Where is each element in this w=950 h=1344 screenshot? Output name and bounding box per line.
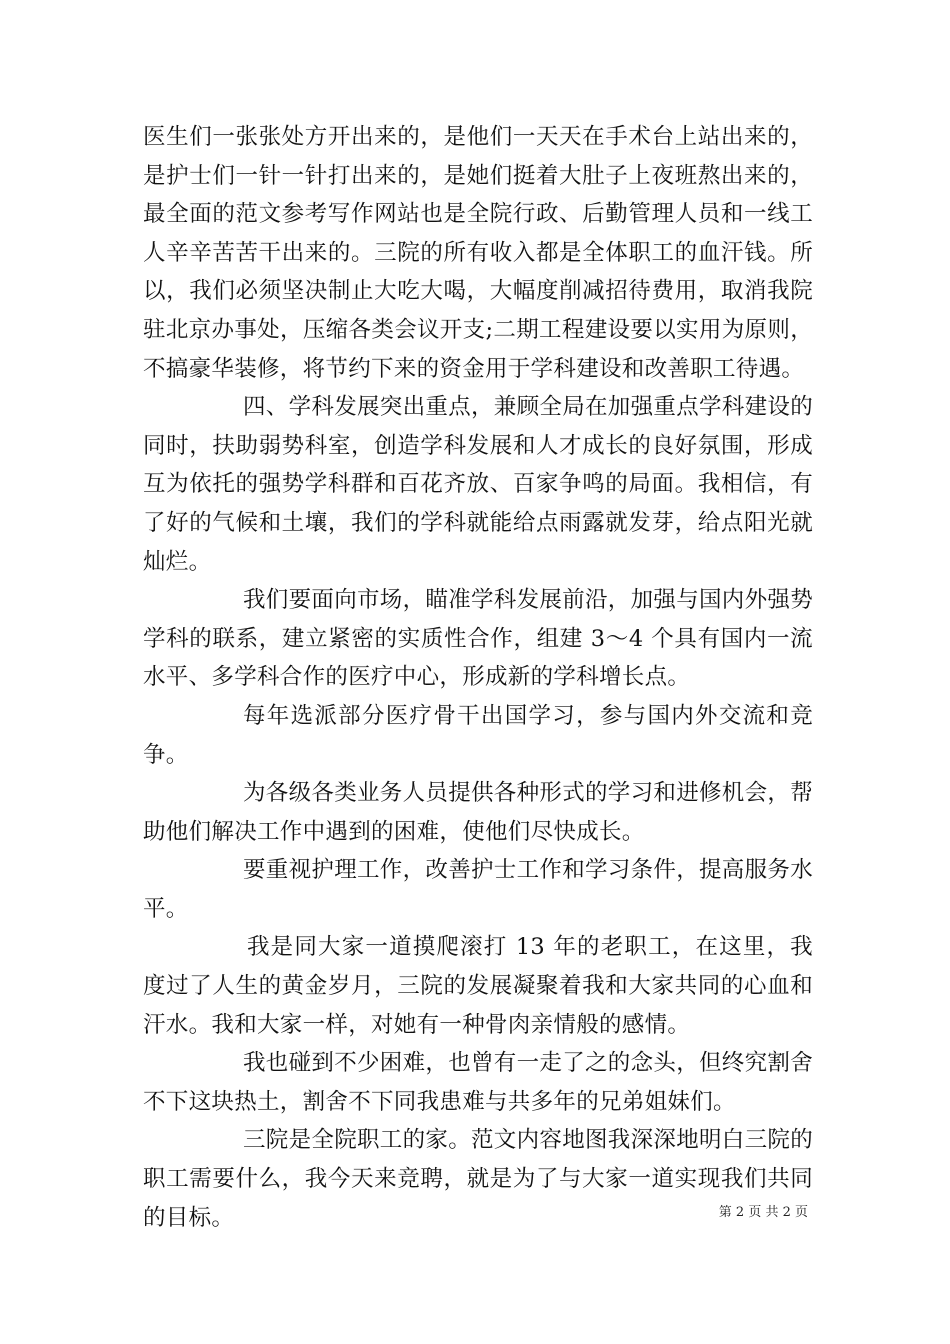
- paragraph-conclusion: 三院是全院职工的家。范文内容地图我深深地明白三院的职工需要什么，我今天来竞聘，就是为了与大家一道实现我们共同的目标。: [143, 1127, 814, 1231]
- document-body: [143, 118, 813, 1237]
- paragraph-difficulties: 我也碰到不少困难，也曾有一走了之的念头，但终究割舍不下这块热土，割舍不下同我患难与共多年的兄弟姐妹们。: [143, 1050, 814, 1115]
- paragraph-discipline-development: 四、学科发展突出重点，兼顾全局在加强重点学科建设的同时，扶助弱势科室，创造学科发展和人才成长的良好氛围，形成互为依托的强势学科群和百花齐放、百家争鸣的局面。我相信，有了好的气候和土壤，我们的学科就能给点雨露就发芽，给点阳光就灿烂。: [143, 394, 814, 575]
- paragraph-personal-history: 我是同大家一道摸爬滚打 13 年的老职工，在这里，我度过了人生的黄金岁月，三院的发展凝聚着我和大家共同的心血和汗水。我和大家一样，对她有一种骨肉亲情般的感情。: [143, 934, 813, 1038]
- paragraph-market-orientation: 我们要面向市场，瞄准学科发展前沿，加强与国内外强势学科的联系，建立紧密的实质性合作，组建 3～4 个具有国内一流水平、多学科合作的医疗中心，形成新的学科增长点。: [143, 587, 814, 691]
- paragraph-continued: 医生们一张张处方开出来的，是他们一天天在手术台上站出来的，是护士们一针一针打出来的，是她们挺着大肚子上夜班熬出来的，最全面的范文参考写作网站也是全院行政、后勤管理人员和一线工人辛辛苦苦干出来的。三院的所有收入都是全体职工的血汗钱。所以，我们必须坚决制止大吃大喝，大幅度削减招待费用，取消我院驻北京办事处，压缩各类会议开支;二期工程建设要以实用为原则，不搞豪华装修，将节约下来的资金用于学科建设和改善职工待遇。: [143, 124, 813, 382]
- page-number: 第 2 页 共 2 页: [718, 1205, 808, 1220]
- paragraph-nursing: 要重视护理工作，改善护士工作和学习条件，提高服务水平。: [143, 857, 814, 922]
- paragraph-training: 为各级各类业务人员提供各种形式的学习和进修机会，帮助他们解决工作中遇到的困难，使他们尽快成长。: [143, 780, 814, 845]
- paragraph-study-abroad: 每年选派部分医疗骨干出国学习，参与国内外交流和竞争。: [143, 702, 813, 768]
